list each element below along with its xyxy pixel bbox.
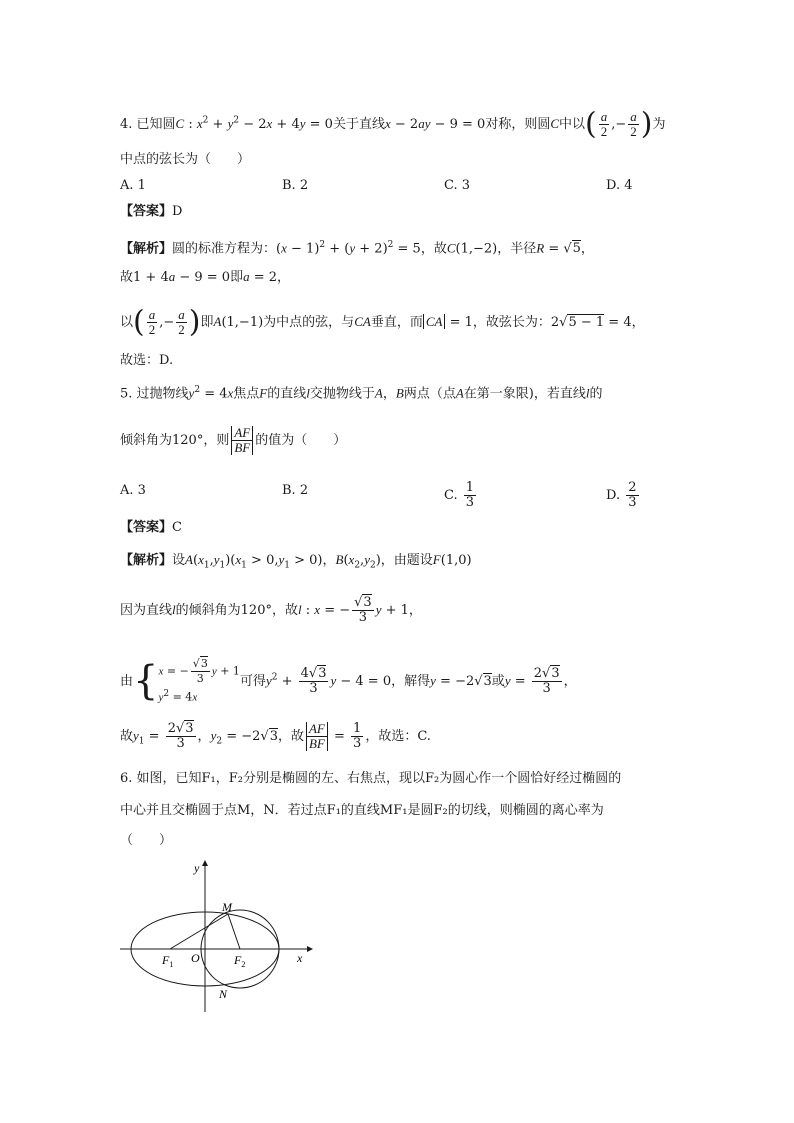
q5-analysis-line1: 【解析】设$A(x_1,y_1)(x_1 > 0,y_1 > 0)$，$B(x_2,y_2)$，由题设F(1,0) xyxy=(120,552,472,571)
q5-option-d: D. $\frac{2}{3}$ xyxy=(606,480,637,510)
q5-analysis-line4: 故$y_1$ = $\frac{2√3}{3}$ ，$y_2 = -2√3$，故 $\frac{AF}{BF}$ = $\frac{1}{3}$ ，故选：C. xyxy=(120,721,431,751)
label-F1: $F_1$ xyxy=(162,953,174,969)
q4-answer: 【答案】D xyxy=(120,204,183,219)
q5-analysis-line3: 由 { x = − $\frac{√3}{3}$ y + 1 $y^2 = 4x$ 可得$y^2$ + $\frac{4√3}{3}$ y − 4 = 0，解得y = −2√3或y = $\frac{2√3}{3}$ ， xyxy=(120,657,577,705)
q4-analysis-line3: 以( $\frac{a}{2}$ ,− $\frac{a}{2}$ )即A(1,−1)为中点的弦，与CA垂直，而 CA = 1，故弦长为：2√5 − 1 = 4， xyxy=(120,304,645,340)
label-M: M xyxy=(222,900,232,914)
label-y: y xyxy=(194,861,200,875)
label-O: O xyxy=(191,951,200,965)
q4-stem-line1: 4. 已知圆C : $x^2 + y^2 - 2x + 4y = 0$关于直线x − 2ay − 9 = 0对称，则圆C中以( $\frac{a}{2}$ ,− $\frac{a}{2}$ )为 xyxy=(120,106,666,142)
q4-option-c: C. 3 xyxy=(444,178,471,193)
q5-option-b: B. 2 xyxy=(282,483,309,498)
q5-stem-line1: 5. 过抛物线$y^2 = 4x$焦点F的直线l交抛物线于A，B两点（点A在第一象限)，若直线l的 xyxy=(120,385,603,402)
q4-stem-line2: 中点的弦长为（ ） xyxy=(120,152,251,167)
q6-stem-line2: 中心并且交椭圆于点M，N．若过点F₁的直线MF₁是圆F₂的切线，则椭圆的离心率为 xyxy=(120,803,604,818)
q5-option-c: C. $\frac{1}{3}$ xyxy=(444,480,475,510)
q4-analysis-line1: 【解析】圆的标准方程为：$(x - 1)^2 + (y + 2)^2 = 5$，故C(1,−2)，半径R = √5， xyxy=(120,240,594,257)
q5-answer: 【答案】C xyxy=(120,520,182,535)
q6-stem-line3: （ ） xyxy=(120,833,173,848)
q4-conclusion: 故选：D. xyxy=(120,353,174,368)
q4-option-b: B. 2 xyxy=(282,178,309,193)
label-F2: $F_2$ xyxy=(234,953,246,969)
label-N: N xyxy=(219,987,228,1001)
q5-option-a: A. 3 xyxy=(120,483,146,498)
label-x: x xyxy=(297,951,303,965)
q6-stem-line1: 6. 如图，已知F₁，F₂分别是椭圆的左、右焦点，现以F₂为圆心作一个圆恰好经过椭圆的 xyxy=(120,771,622,786)
q5-analysis-line2: 因为直线l的倾斜角为120°，故l : x = − $\frac{√3}{3}$ y + 1， xyxy=(120,595,422,625)
q4-option-a: A. 1 xyxy=(120,178,146,193)
q4-option-d: D. 4 xyxy=(606,178,633,193)
ellipse-figure xyxy=(115,855,315,1015)
q5-stem-line2: 倾斜角为120°，则 $\frac{AF}{BF}$ 的值为（ ） xyxy=(120,425,347,455)
q4-analysis-line2: 故1 + 4a − 9 = 0即a = 2， xyxy=(120,269,291,285)
